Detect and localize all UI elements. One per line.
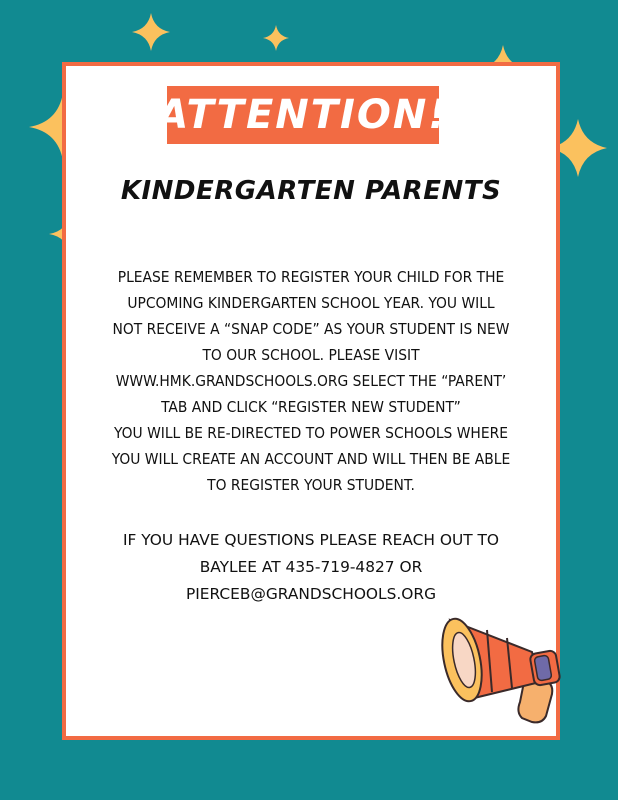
body-line: UPCOMING KINDERGARTEN SCHOOL YEAR. YOU WILL (127, 294, 495, 312)
flyer-body (66, 264, 556, 498)
sparkle-icon (262, 24, 290, 52)
attention-banner (157, 86, 449, 144)
contact-line: PIERCEB@GRANDSCHOOLS.ORG (185, 585, 437, 603)
contact-line: IF YOU HAVE QUESTIONS PLEASE REACH OUT TO (122, 531, 500, 549)
contact-line: BAYLEE AT 435-719-4827 OR (199, 558, 423, 576)
megaphone-icon (432, 590, 582, 730)
body-line: WWW.HMK.GRANDSCHOOLS.ORG SELECT THE “PARENT’ (115, 372, 507, 390)
body-line: YOU WILL CREATE AN ACCOUNT AND WILL THEN BE ABLE (111, 450, 511, 468)
body-line: PLEASE REMEMBER TO REGISTER YOUR CHILD FOR THE (117, 268, 505, 286)
flyer-subtitle: KINDERGARTEN PARENTS (120, 176, 502, 206)
body-line: TO REGISTER YOUR STUDENT. (207, 476, 415, 494)
body-line: NOT RECEIVE A “SNAP CODE” AS YOUR STUDENT IS NEW (112, 320, 510, 338)
body-line: TO OUR SCHOOL. PLEASE VISIT (202, 346, 420, 364)
body-line: YOU WILL BE RE-DIRECTED TO POWER SCHOOLS WHERE (114, 424, 508, 442)
body-line: TAB AND CLICK “REGISTER NEW STUDENT” (161, 398, 461, 416)
banner-text: ATTENTION! (157, 92, 449, 138)
sparkle-icon (131, 12, 171, 52)
